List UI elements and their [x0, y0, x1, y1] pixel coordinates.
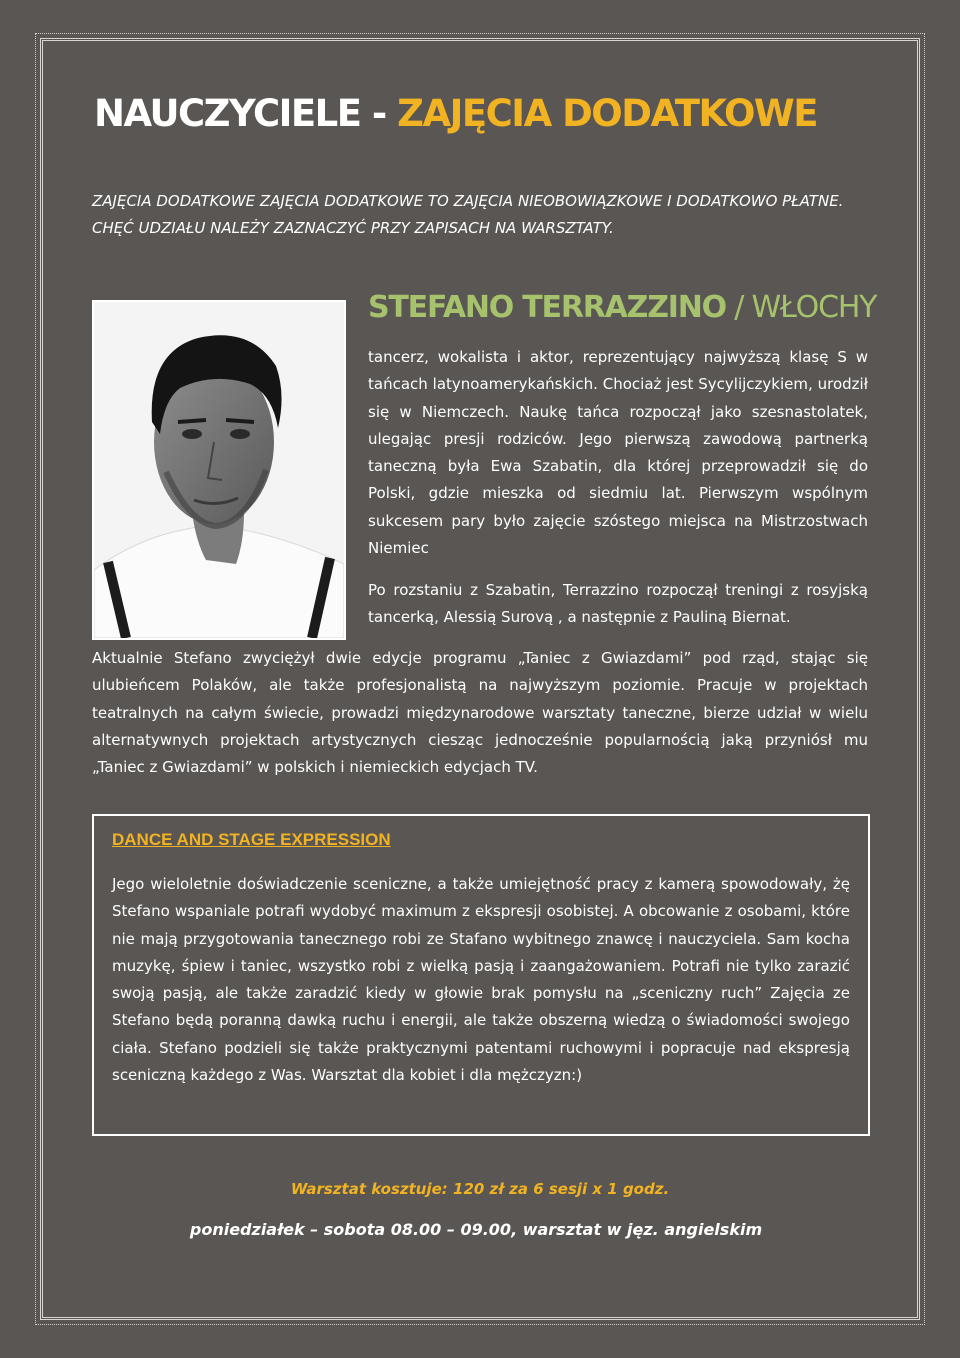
workshop-schedule: poniedziałek – sobota 08.00 – 09.00, warsztat w jęz. angielskim	[189, 1220, 763, 1239]
intro-text: ZAJĘCIA DODATKOWE ZAJĘCIA DODATKOWE TO ZAJĘCIA NIEOBOWIĄZKOWE I DODATKOWO PŁATNE. CHĘĆ UDZIAŁU NALEŻY ZAZNACZYĆ PRZY ZAPISACH NA WARSZTATY.	[92, 192, 844, 237]
page-title	[94, 92, 817, 135]
bio-paragraph-3: Aktualnie Stefano zwyciężył dwie edycje programu „Taniec z Gwiazdami” pod rząd, stając się ulubieńcem Polaków, ale także profesjonalistą na najwyższym poziomie. Pracuje w projektach teatralnych na całym świecie, prowadzi międzynarodowe warsztaty taneczne, bierze udział w wielu alternatywnych projektach artystycznych ciesząc jednocześnie popularnością jaką przyniósł mu „Taniec z Gwiazdami” w polskich i niemieckich edycjach TV.	[92, 649, 868, 777]
workshop-description: Jego wieloletnie doświadczenie sceniczne, a także umiejętność pracy z kamerą spowodowały, żę Stefano wspaniale potrafi wydobyć maximum z ekspresji osobistej. A obcowanie z osobami, które nie mają przygotowania tanecznego robi ze Stafano wybitnego znawcę i nauczyciela. Sam kocha muzykę, śpiew i taniec, wszystko robi z wielką pasją i zaangażowaniem. Potrafi nie tylko zarazić swoją pasją, ale także zaradzić kiedy w głowie brak pomysłu na „sceniczny ruch” Zajęcia ze Stefano będą poranną dawką ruchu i energii, ale także obszerną wiedzą o świadomości swojego ciała. Stefano podzieli się także praktycznymi patentami ruchowymi i popracuje nad ekspresją sceniczną każdego z Was. Warsztat dla kobiet i dla mężczyzn:)	[112, 875, 850, 1085]
teacher-country: / WŁOCHY	[725, 290, 877, 325]
title-main: NAUCZYCIELE -	[94, 92, 398, 135]
portrait-image	[94, 302, 344, 638]
bio-paragraph-1: tancerz, wokalista i aktor, reprezentujący najwyższą klasę S w tańcach latynoamerykańskich. Chociaż jest Sycylijczykiem, urodził się w Niemczech. Naukę tańca rozpoczął jako szesnastolatek, ulegając presji rodziców. Jego pierwszą zawodową partnerką taneczną była Ewa Szabatin, dla której przeprowadził się do Polski, gdzie mieszka od siedmiu lat. Pierwszym wspólnym sukcesem pary było zajęcie szóstego miejsca na Mistrzostwach Niemiec	[368, 348, 868, 558]
teacher-name-text: STEFANO TERRAZZINO	[368, 290, 726, 325]
workshop-price: Warsztat kosztuje: 120 zł za 6 sesji x 1 godz.	[290, 1180, 670, 1198]
bio-paragraph-2: Po rozstaniu z Szabatin, Terrazzino rozpoczął treningi z rosyjską tancerką, Alessią Surovą , a następnie z Pauliną Biernat.	[368, 581, 868, 627]
teacher-name	[368, 290, 876, 325]
title-accent: ZAJĘCIA DODATKOWE	[397, 92, 818, 135]
workshop-box	[92, 814, 870, 1136]
teacher-portrait	[92, 300, 346, 640]
workshop-title: DANCE AND STAGE EXPRESSION	[112, 830, 391, 849]
